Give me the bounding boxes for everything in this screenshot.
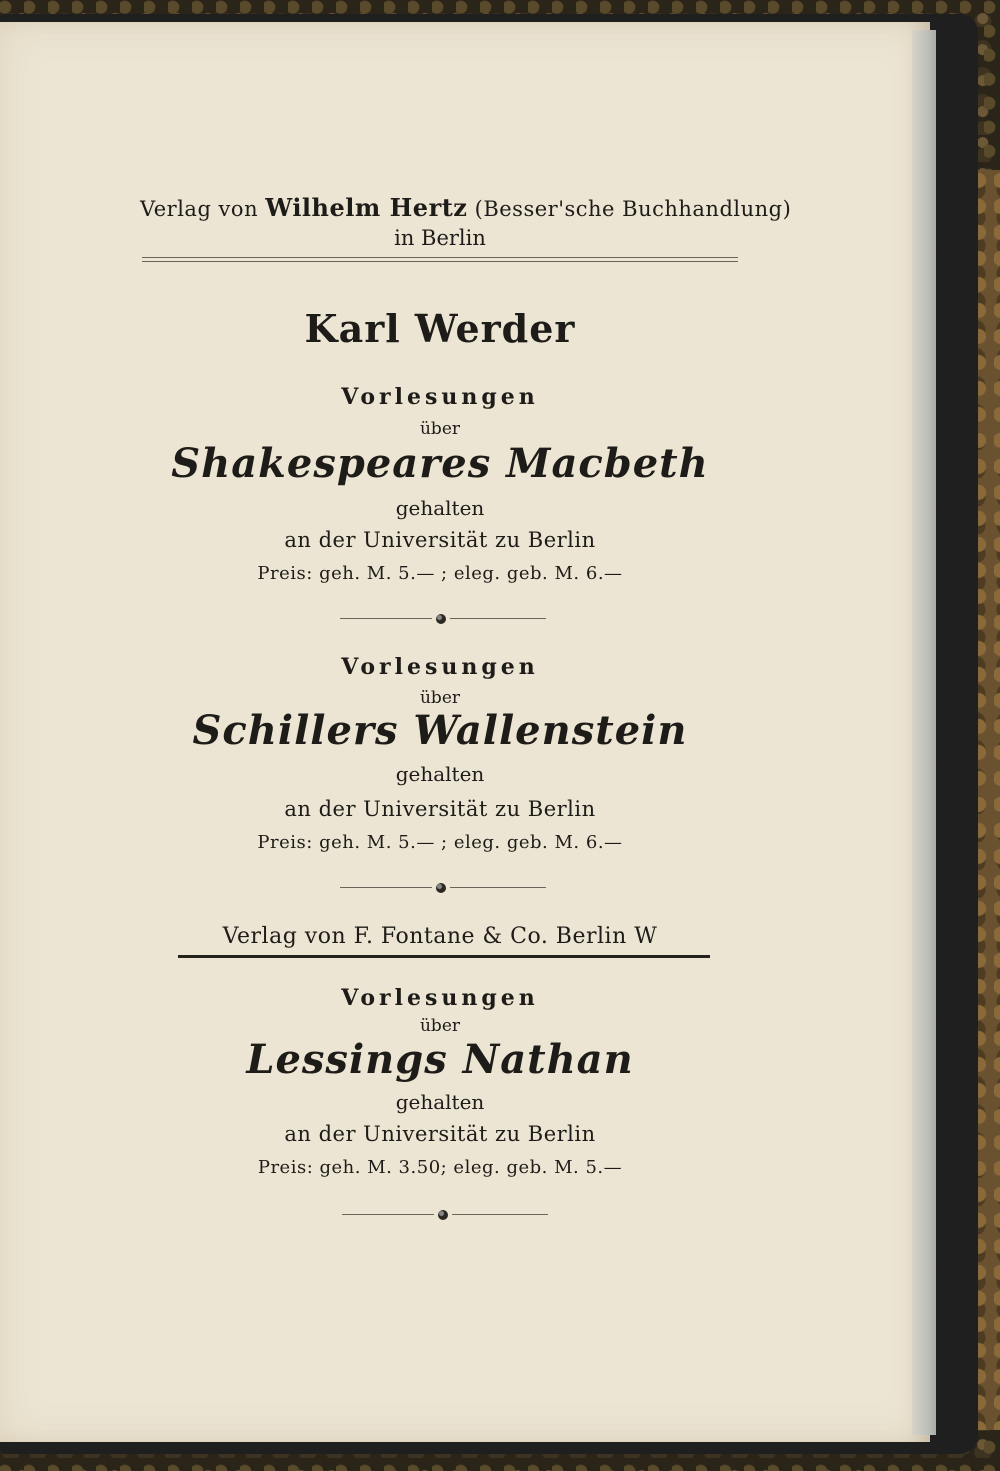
header-rule	[142, 257, 738, 262]
page-edge	[912, 30, 936, 1435]
book-1-title: Shakespeares Macbeth	[171, 440, 709, 487]
book-2-about: über	[419, 688, 461, 708]
publisher-line	[140, 193, 792, 222]
publisher-prefix: Verlag von	[140, 197, 259, 221]
ornament-divider	[340, 614, 546, 624]
book-1-held: gehalten	[395, 496, 485, 520]
book-3-price: Preis: geh. M. 3.50; eleg. geb. M. 5.—	[257, 1157, 623, 1178]
book-3-title: Lessings Nathan	[246, 1036, 634, 1083]
book-3-about: über	[419, 1016, 461, 1036]
publisher-rule	[178, 955, 710, 958]
publisher-city: in Berlin	[394, 226, 486, 250]
book-2-held: gehalten	[395, 762, 485, 786]
publisher-suffix: (Besser'sche Buchhandlung)	[474, 197, 792, 221]
publisher-name: Wilhelm Hertz	[265, 193, 468, 222]
book-1-university: an der Universität zu Berlin	[284, 528, 596, 552]
book-3-held: gehalten	[395, 1090, 485, 1114]
ornament-divider	[340, 883, 546, 893]
book-2-title: Schillers Wallenstein	[192, 707, 688, 754]
book-1-about: über	[419, 419, 461, 439]
ornament-divider	[342, 1210, 548, 1220]
book-3-lectures: Vorlesungen	[341, 985, 539, 1011]
book-1-lectures: Vorlesungen	[341, 384, 539, 410]
book-2-lectures: Vorlesungen	[341, 654, 539, 680]
book-2-university: an der Universität zu Berlin	[284, 797, 596, 821]
author-name: Karl Werder	[304, 306, 576, 351]
book-3-university: an der Universität zu Berlin	[284, 1122, 596, 1146]
book-1-price: Preis: geh. M. 5.— ; eleg. geb. M. 6.—	[257, 563, 623, 584]
second-publisher: Verlag von F. Fontane & Co. Berlin W	[222, 924, 658, 949]
book-2-price: Preis: geh. M. 5.— ; eleg. geb. M. 6.—	[257, 832, 623, 853]
